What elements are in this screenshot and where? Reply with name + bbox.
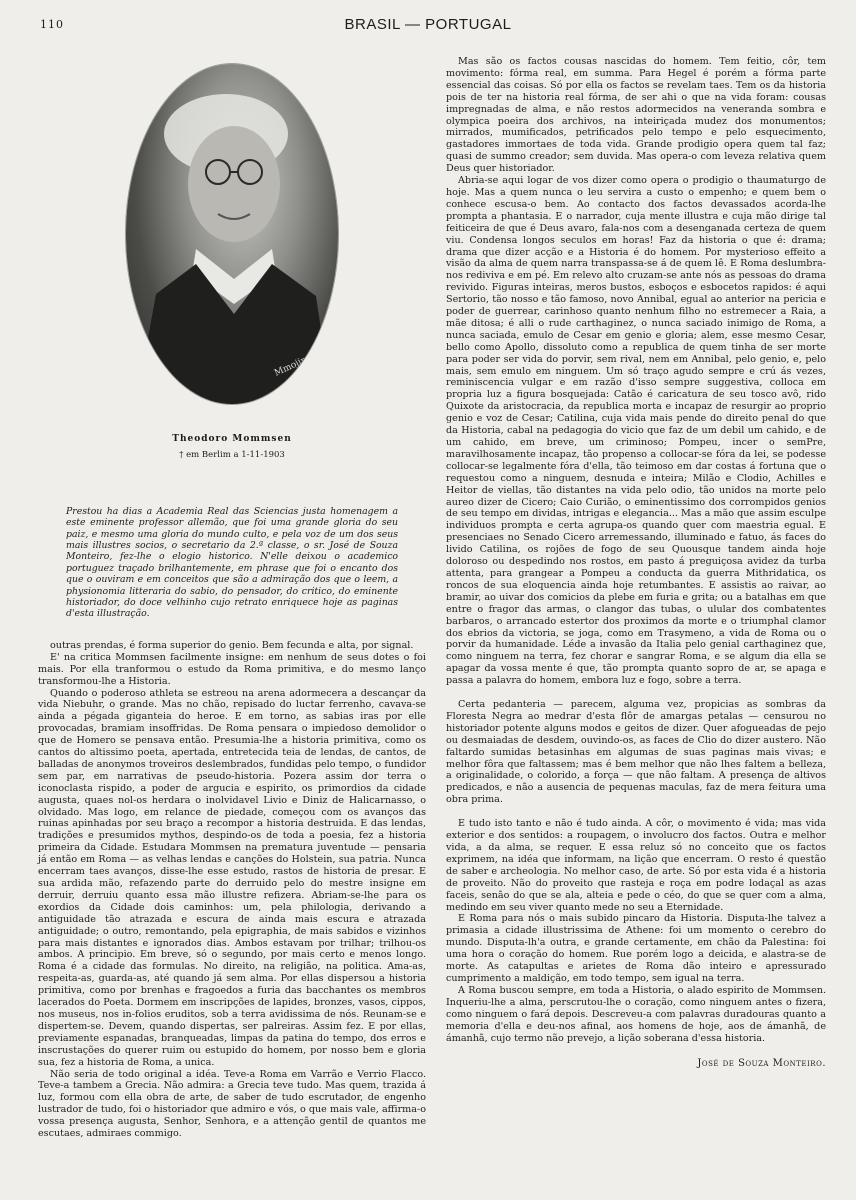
right-paragraph: Mas são os factos cousas nascidas do homem. Tem feitio, côr, tem movimento: fórma real, em summa. Para Hegel é porém a fórma parte essencial das coisas. Só por ella os factos se revelam taes. Tem os da historia pois de ter na historia real fórma, de ser ahi o que na vida foram: cousas impregnadas de alma, e não restos adormecidos na veneranda sombra e olympica poeira dos archivos, na inteiriçada mudez dos monumentos; mirrados, mumificados, petrificados pelo tempo e pelo esquecimento, gastadores immortaes de toda vida. Grande prodigio opera quem tal faz; quasi de summo creador; sem duvida. Mas opera-o com leveza relativa quem Deus quer historiador. xyxy=(446,56,826,175)
right-paragraph: E tudo isto tanto e não é tudo ainda. A côr, o movimento é vida; mas vida exterior e dos sentidos: a roupagem, o involucro dos factos. Outra e melhor vida, a da alma, se requer. E essa reluz só no conceito que os factos exprimem, na idéa que informam, na lição que encerram. O resto é questão de saber e archeologia. No melhor caso, de arte. Só por esta vida é a historia de proveito. Não do proveito que rasteja e roça em podre lodaçal as azas faceis, senão do que se ala, alteia e pede o céo, do que se quer com a alma, medindo em seu viver quanto mede no seu a Eternidade. xyxy=(446,818,826,913)
left-paragraph: Quando o poderoso athleta se estreou na arena adormecera a descançar da vida Niebuhr, o grande. Mas no chão, repisado do luctar ferrenho, cavava-se ainda a pégada giganteia do heroe. E em torno, as sabias iras por elle provocadas, bramiam insoffridas. De Roma pensara o impiedoso demolidor o que de Homero se pensava então. Presumia-lhe a historia primitiva, como os cantos do altissimo poeta, apertada, entretecida teia de lendas, de cantos, de balladas de anonymos troveiros deslembrados, fundidas pelo tempo, o fundidor sem par, em narrativas de pseudo-historia. Pozera assim dor terra o iconoclasta rispido, a poder de argucia e espirito, os primordios da cidade augusta, quaes nol-os herdara o inolvidavel Livio e Diniz de Halicarnasso, o olvidado. Mas logo, em relance de piedade, começou com os avanços das ruinas apinhadas por seu braço a recompor a historia destruida. E das lendas, tradições e presumidos mythos, despindo-os de toda a poesia, fez a historia primeira da Cidade. Estudara Mommsen na prematura juventude — pensaria já então em Roma — as velhas lendas e canções do Holstein, sua patria. Nunca encerram taes avanços, disse-lhe esse estudo, rastos de historia de presar. E sua ardida mão, refazendo parte do derruido pelo do mestre insigne em derruir, derruiu quanto essa mão illustre refizera. Abriam-se-lhe para os exordios da Cidade dois caminhos: um, pela philologia, derivando a antiguidade tão atrazada e escura de ainda mais escura e atrazada antiguidade; o outro, remontando, pela epigraphia, de mais sabidos e vizinhos para mais distantes e ignorados dias. Ambos estavam por trilhar; trilhou-os ambos. A principio. Em breve, só o segundo, por mais certo e menos longo. Roma é a cidade das formulas. No direito, na religião, na politica. Ama-as, respeita-as, guarda-as, até quando já sem alma. Por ellas dispersou a historia primitiva, como por brenhas e fragoedos a furia das bacchantes os membros lacerados do Poeta. Dormem em inscripções de lapides, bronzes, vasos, cippos, nos museus, nos in-folios eruditos, sob a terra avidissima de nós. Reunam-se e dispertem-se. Devem, quando dispertas, ser palreiras. Assim fez. E por ellas, previamente espanadas, branqueadas, limpas da patina do tempo, dos erros e inscrustações do querer ruim ou estupido do homem, por nosso bem e gloria sua, fez a historia de Roma, a unica. xyxy=(38,687,426,1068)
svg-text:Mmojin 38: Mmojin 38 xyxy=(273,348,322,379)
left-paragraph: E' na critica Mommsen facilmente insigne: em nenhum de seus dotes o foi mais. Por ella tranformou o estudo da Roma primitiva, e do mesmo lanço transformou-lhe a Historia. xyxy=(38,651,426,687)
portrait-engraving-icon xyxy=(126,64,338,404)
left-paragraph: Não seria de todo original a idéa. Teve-a Roma em Varrão e Verrio Flacco. Teve-a tambem a Grecia. Não admira: a Grecia teve tudo. Mas quem, trazida á luz, formou com ella obra de arte, de saber de tudo escrutador, de engenho lustrador de tudo, foi o historiador que admiro e vós, o que mais vale, affirma-o vossa presença augusta, Senhor, Senhora, e a attenção gentil de quantos me escutaes, admiraes commigo. xyxy=(38,1068,426,1140)
left-paragraph: outras prendas, é forma superior do genio. Bem fecunda e alta, por signal. xyxy=(50,639,414,651)
author-signature: José de Souza Monteiro. xyxy=(697,1058,826,1070)
right-paragraph: Certa pedanteria — parecem, alguma vez, propicias as sombras da Floresta Negra ao medrar d'esta flôr de amargas petalas — censurou no historiador potente alguns modos e geitos de dizer. Quer afogueadas de pejo ou desmaiadas de desdem, ouvindo-os, as faces de Clio do dizer austero. Não faltardo sumidas betasinhas em algumas de suas paginas mais vivas; e melhor fôra que faltassem; mas é bem melhor que não lhes faltem a belleza, a originalidade, o colorido, a força — que não faltam. A presença de altivos predicados, e não a ausencia de pequenas maculas, faz de mera feitura uma obra prima. xyxy=(446,699,826,806)
right-paragraph: A Roma buscou sempre, em toda a Historia, o alado espirito de Mommsen. Inqueriu-lhe a alma, perscrutou-lhe o coração, como ninguem antes o fizera, como ninguem o fará depois. Descreveu-a com palavras duradouras quanto a memoria d'ella e deu-nos afinal, aos homens de hoje, aos de ámanhã, de ámanhã, cujo termo não prevejo, a lição soberana d'essa historia. xyxy=(446,984,826,1044)
right-paragraph: E Roma para nós o mais subido pincaro da Historia. Disputa-lhe talvez a primasia a cidade illustrissima de Athene: foi um momento o cerebro do mundo. Disputa-lh'a outra, e grande certamente, em chão da Palestina: foi uma hora o coração do homem. Rue porém logo a deicida, e alastra-se de morte. As catapultas e arietes de Roma dão inteiro e apressurado cumprimento a maldição, em todo tempo, sem igual na terra. xyxy=(446,913,826,984)
editorial-intro: Prestou ha dias a Academia Real das Sciencias justa homenagem a este eminente professor allemão, que foi uma grande gloria do seu paiz, e mesmo uma gloria do mundo culto, e pela voz de um dos seus mais illustres socios, o secretario da 2.ª classe, o sr. José de Souza Monteiro, fez-lhe o elogio historico. N'elle deixou o academico portuguez traçado brilhantemente, em phrase que foi o encanto dos que o ouviram e em conceitos que são a admiração dos que o leem, a physionomia litteraria do sabio, do pensador, do critico, do eminente historiador, do doce velhinho cujo retrato enriquece hoje as paginas d'esta illustração. xyxy=(66,505,398,620)
running-title: BRASIL — PORTUGAL xyxy=(344,16,512,33)
portrait-caption-date: † em Berlim a 1-11-1903 xyxy=(179,449,285,460)
left-column xyxy=(38,56,426,1140)
portrait-caption-name: Theodoro Mommsen xyxy=(172,434,292,444)
page-number: 110 xyxy=(40,18,64,31)
right-paragraph: Abria-se aqui logar de vos dizer como opera o prodigio o thaumaturgo de hoje. Mas a quem nunca o leu servira a custo o empenho; e quem bem o conhece escusa-o bem. Ao contacto dos factos devassados acorda-lhe prompta a phantasia. E o narrador, cuja mente illustra e cuja mão dirige tal feiticeira de que é Deus avaro, fala-nos com a desenganada certeza de quem viu. Condensa longos seculos em horas! Faz da historia o que é: drama; drama que dizer acção e a Historia é do homem. Por mysterioso effeito a visão da alma de quem narra transpassa-se á de quem lê. E Roma deslumbra-nos rediviva e em pé. Em relevo alto cruzam-se ante nós as pessoas do drama revivido. Figuras inteiras, meros bustos, esboços e esbocetos rapidos: é aqui Sertorio, tão nosso e tão famoso, novo Annibal, egual ao anterior na pericia e poder de guerrear, carinhoso quanto nenhum filho no estremecer a Raia, a mãe ditosa; é alli o rude carthaginez, o nunca saciado inimigo de Roma, a nunca saciada, emulo de Cesar em genio e gloria; alem, esse mesmo Cesar, bello como Apollo, dissoluto como a republica de quem tinha de ser morte para poder ser vida do porvir, sem rival, nem em Annibal, pelo genio, e, pelo mais, sem emulo em ninguem. Um só traço agudo sempre e crú ás vezes, reminiscencia vulgar e em razão d'isso sempre suggestiva, colloca em propria luz a figura bosquejada: Catão é caricatura de seu tosco avô, rido Quixote da aristocracia, da republica morta e incapaz de resurgir ao proprio genio e voz de Cesar; Catilina, cuja vida mais pende do direito penal do que da Historia, cabal na pedagogia do vicio que faz de um debil um cahido, e de um cahido, em breve, um criminoso; Pompeu, incer o semPre, maravilhosamente incapaz, tão propenso a collocar-se fóra da lei, se podesse collocar-se legalmente fóra d'ella, tão teimoso em dar costas á fortuna que o requestou como a ninguem, desnuda e inteira; Milão e Clodio, Achilles e Heitor de viellas, tão distantes na vida pelo odio, tão unidos na morte pelo aureo dizer de Cicero; Caio Curião, o eminentissimo dos corrompidos genios de seu tempo em dividas, intrigas e elegancia... Mas a mão que assim esculpe individuos prompta e certa agrupa-os quando quer com maestria egual. E presenciaes no Senado Cicero arremessando, illuminado e fatuo, ás faces do livido Catilina, os rojões de fogo de seu Quousque tandem ainda hoje doloroso ou despedindo nos rostos, em pasto á preguiçosa avidez da turba attenta, para grangear a Pompeu a conducta da guerra Mithridatica, os roncos de sua eloquencia ainda hoje retumbantes. E assistis ao raivar, ao bramir, ao uivar dos comicios da plebe em furia e grita; ou a batalhas em que entre o fragor das armas, o clangor das tubas, o ulular dos combatentes barbaros, o arrancado estertor dos proximos da morte e o triumphal clamor dos ebrios da victoria, se joga, como em Trasymeno, a vida de Roma ou o porvir da humanidade. Léde a invasão da Italia pelo genial carthaginez que, como ninguem na terra, fez chorar e sangrar Roma, e se algum dia ella se apagar da vossa mente é que, tão prompta quanto sopro de ar, se apaga e passa a palavra do homem, embora luz e fogo, sobre a terra. xyxy=(446,175,826,687)
right-column xyxy=(446,56,826,1070)
